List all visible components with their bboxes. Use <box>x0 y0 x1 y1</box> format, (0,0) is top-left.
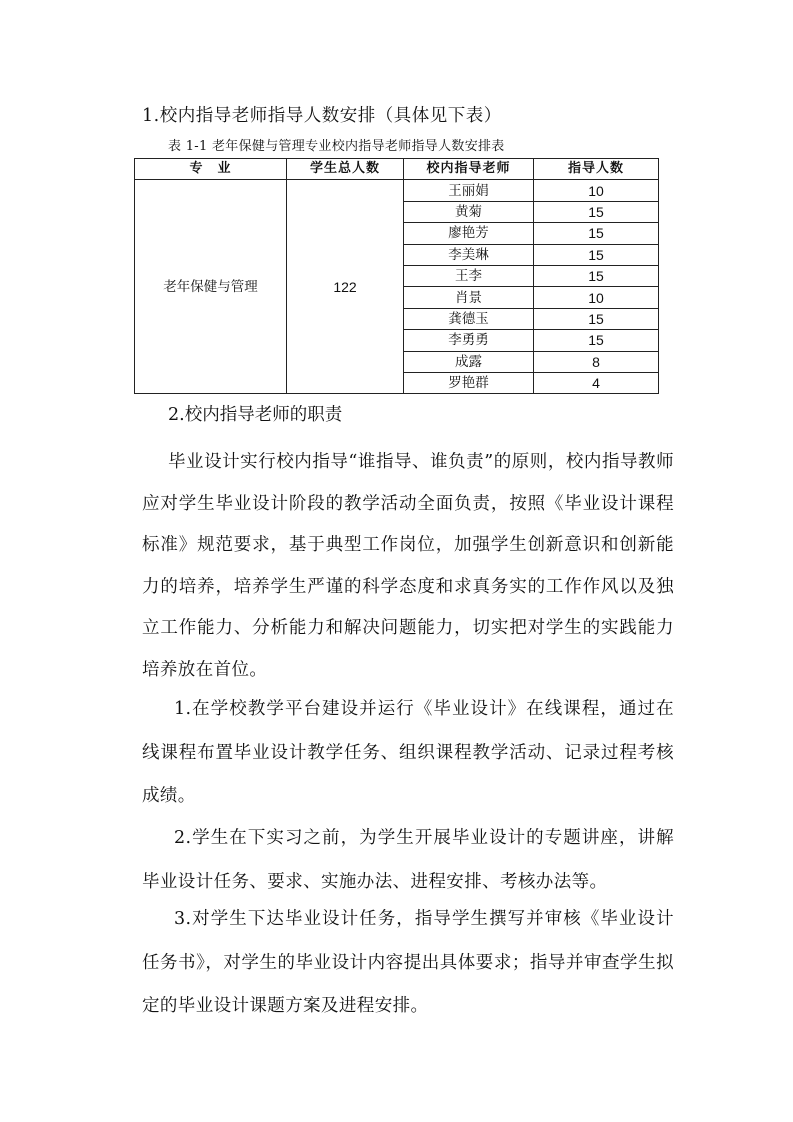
advisee-count: 10 <box>534 180 659 201</box>
responsibility-item-1: 1.在学校教学平台建设并运行《毕业设计》在线课程，通过在线课程布置毕业设计教学任务、组织课程教学活动、记录过程考核成绩。 <box>142 699 674 806</box>
advisor-allocation-table <box>134 158 659 394</box>
table-row <box>135 180 659 201</box>
header-advisee-count: 指导人数 <box>534 159 659 180</box>
advisor-name: 廖艳芳 <box>404 223 534 244</box>
advisee-count: 10 <box>534 287 659 308</box>
table-header-row <box>135 159 659 180</box>
advisor-name: 王丽娟 <box>404 180 534 201</box>
total-students-cell: 122 <box>287 180 404 394</box>
advisor-name: 罗艳群 <box>404 372 534 393</box>
section2-heading: 2.校内指导老师的职责 <box>168 405 343 425</box>
header-advisor: 校内指导老师 <box>404 159 534 180</box>
advisee-count: 15 <box>534 223 659 244</box>
table-caption: 表 1-1 老年保健与管理专业校内指导老师指导人数安排表 <box>168 139 505 154</box>
responsibility-item-3: 3.对学生下达毕业设计任务，指导学生撰写并审核《毕业设计任务书》，对学生的毕业设计内容提出具体要求；指导并审查学生拟定的毕业设计课题方案及进程安排。 <box>142 909 674 1016</box>
advisor-name: 黄菊 <box>404 201 534 222</box>
advisee-count: 8 <box>534 351 659 372</box>
advisee-count: 15 <box>534 265 659 286</box>
advisor-name: 龚德玉 <box>404 308 534 329</box>
header-major: 专 业 <box>135 159 287 180</box>
advisee-count: 15 <box>534 244 659 265</box>
advisee-count: 15 <box>534 308 659 329</box>
major-cell: 老年保健与管理 <box>135 180 287 394</box>
advisee-count: 15 <box>534 201 659 222</box>
advisor-name: 王李 <box>404 265 534 286</box>
advisee-count: 15 <box>534 330 659 351</box>
advisor-name: 成露 <box>404 351 534 372</box>
responsibility-intro-paragraph: 毕业设计实行校内指导“谁指导、谁负责”的原则，校内指导教师应对学生毕业设计阶段的教学活动全面负责，按照《毕业设计课程标准》规范要求，基于典型工作岗位，加强学生创新意识和创新能力的培养，培养学生严谨的科学态度和求真务实的工作作风以及独立工作能力、分析能力和解决问题能力，切实把对学生的实践能力培养放在首位。 <box>142 452 674 680</box>
header-total-students: 学生总人数 <box>287 159 404 180</box>
advisor-name: 肖景 <box>404 287 534 308</box>
section1-heading: 1.校内指导老师指导人数安排（具体见下表） <box>142 106 502 126</box>
advisee-count: 4 <box>534 372 659 393</box>
responsibility-item-2: 2.学生在下实习之前，为学生开展毕业设计的专题讲座，讲解毕业设计任务、要求、实施办法、进程安排、考核办法等。 <box>142 828 674 892</box>
advisor-name: 李勇勇 <box>404 330 534 351</box>
advisor-name: 李美琳 <box>404 244 534 265</box>
